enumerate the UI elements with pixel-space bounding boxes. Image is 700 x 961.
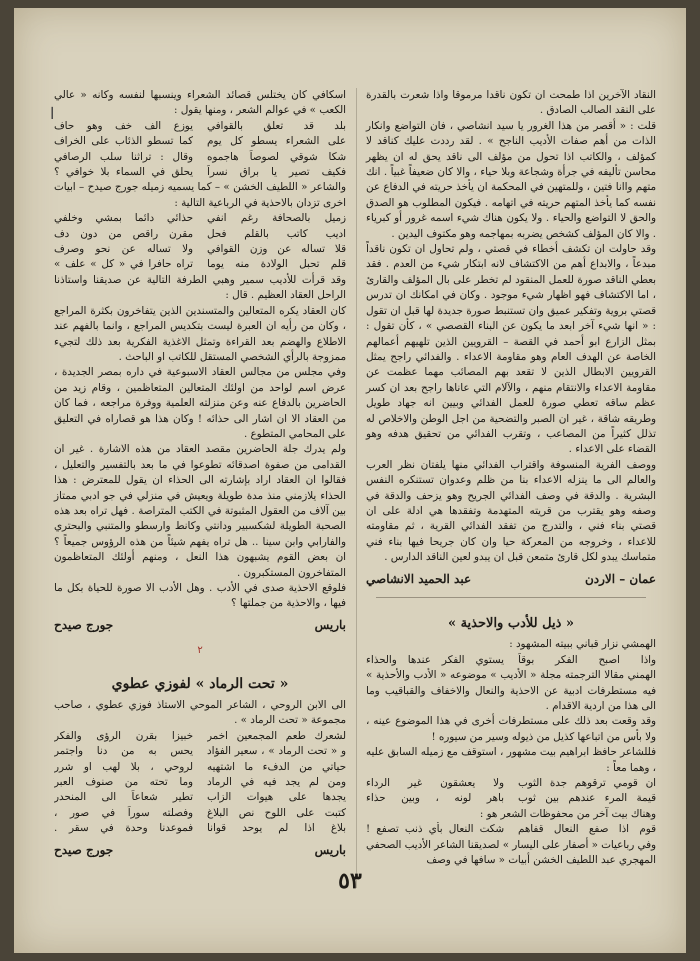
section-divider — [376, 597, 646, 598]
section2-paragraph-2: وقد وقعت بعد ذلك على مستطرفات أخرى في هذا الموضوع عينه ، ولا بأس من اتباعها كذيل من ذيوله وسير من سيوره ! — [366, 715, 656, 743]
verse-line: فكيف تصير يا براق نسراً — [207, 166, 346, 179]
left-paragraph-7: فلوقع الاحذية صدى في الأدب . وهل الأدب الا صورة للحياة بكل ما فيها ، والاحذية من جملتها ؟ — [54, 582, 346, 610]
verse-line: يجدها على هيوات الزاب — [207, 791, 346, 804]
signature-name: جورج صيدح — [54, 842, 114, 857]
section2-paragraph-1: الهمني مقالا الترجمته مجلة « الأديب » موضوعه « الأدب والأحذية » فيه مستطرفات ادبية عن الاحذية والنعال والاخفاف والقباقيب وما الى هذا من اردية الاقدام . — [366, 669, 656, 713]
verse-line: تطير شعاعاً الى المنحدر — [54, 791, 193, 804]
signature-anshasi — [366, 572, 656, 587]
section2-intro: الهمشي نزار قباني ببيته المشهود : — [509, 638, 656, 651]
verse-line: يحس به من دنا واجتمر — [54, 745, 193, 758]
section2-paragraph-4: وهناك بيت آخر من محفوظات الشعر هو : — [479, 807, 656, 820]
verse-line: تراه حافرا في « كل » علف » — [54, 258, 193, 271]
margin-mark: ا — [50, 104, 55, 123]
verse-line: يحلق في السماء بلا خوافي ؟ — [54, 166, 193, 179]
section-title-literature-shoes: « ذيل للأدب والاحذية » — [447, 616, 575, 631]
verse-line: مقرن راقص من دون دف — [54, 227, 193, 240]
verse-line: اديب كاتب بالقلم فحل — [207, 227, 346, 240]
verse-cobbler — [54, 119, 346, 181]
verse-line: حياتي من الدفء ما اشتهيه — [207, 760, 346, 773]
verse-quatrain — [54, 211, 346, 273]
section2-paragraph-5: وفي رباعيات « أصفار على اليسار » لصديقنا الشاعر الأديب الصحفي المهجري عبد اللطيف الخشن أبيات « سافها في وصف — [366, 838, 656, 867]
signature-place: باريس — [314, 617, 346, 632]
verse-line: زميل بالصحافة رغم انفي — [207, 212, 346, 225]
verse-line: خبيزا بقرن الرؤى والفكر — [54, 729, 193, 742]
verse-line: قوم اذا صفع النعال قفاهم — [518, 823, 656, 836]
verse-line: يوزع الف خف وهو حاف — [54, 119, 193, 132]
page-number: ٥٣ — [338, 868, 362, 894]
left-paragraph-3: وقد قرأت للأديب سمير وهبي الطرفة التالية عن صديقنا واستاذنا الراحل العقاد العظيم . قال : — [54, 273, 346, 302]
verse-line: على الشعراء يسطو كل يوم — [207, 135, 346, 148]
column-rule — [356, 88, 357, 888]
verse-line: واذا اصبح الفكر بوقاً — [518, 653, 656, 666]
signature-place: عمان – الاردن — [584, 571, 656, 586]
verse-line: باهر لونه ، وبين حذاء — [366, 792, 504, 805]
signature-name: جورج صيدح — [54, 617, 114, 632]
verse-line: قلا تساله عن وزن القوافي — [207, 243, 346, 256]
left-paragraph-5: وفي مجلس من مجالس العقاد الاسبوعية في داره بمصر الجديدة ، عرض اسم لواحد من اولئك المتعالين المتعاظمين ، وقام زيد من الحاضرين بالدفاع عنه وعن منزلته العلمية ووفرة مراجعه ، فما كان من العقاد الا ان اشار الى حذائه ! وكان هذا هو قصاراه في التعليق على المحامي المتطوع . — [54, 366, 346, 440]
right-paragraph-2: قلت : « أقصر من هذا الغرور يا سيد انشاصي ، فان التواضع وانكار الذات من أهم صفات الأديب الناجح » . لقد رددت عليك كناقد لا كمؤلف ، والكاتب اذا تحول من مؤلف الى ناقد يحق له ان يظهر محاسن تأليفه في جرأة وشجاعة وبلا حياء ، والا كان ضعيفاً غبياً . انك متهم واانا فتين ، وللمتهين في المحكمة ان يأخذ حريته في الدفاع عن نفسه كما يأخذ المتهم حريته في اتهامه . فيكون المطلوب هو الصدق والحق لا التواضع والحياء . ولا يكون هناك شيء اسمه غرور أو كبرياء . والا كان المؤلف كشخص يضربه بمهاجمه وهو مكتوف اليدين . — [366, 119, 656, 240]
section2-paragraph-3: فللشاعر حافظ ابراهيم بيت مشهور ، استوقف مع زميله السابق عليه ، وهما معاً : — [366, 746, 656, 774]
right-column — [366, 88, 656, 869]
verse-line: وقال : تراثنا سلب الرصافي — [54, 150, 193, 163]
section-title-under-ashes: « تحت الرماد » لفوزي عطوي — [111, 675, 289, 692]
verse-line: و « تحت الرماد » ، سعير الفؤاد — [207, 745, 346, 758]
signature-saydah — [54, 843, 346, 858]
signature-place: باريس — [314, 842, 346, 857]
verse-line: ولا يعشقون غير الرداء — [366, 777, 504, 790]
verse-line: كتبت على اللوح نص البلاغ — [207, 806, 346, 819]
left-column — [54, 88, 346, 858]
signature-wadie — [54, 618, 346, 633]
verse-line: قلم تحبل الولادة منه يوما — [207, 258, 346, 271]
section3-intro: الى الابن الروحي ، الشاعر الموحي الاستاذ فوزي عطوي ، صاحب مجموعة « تحت الرماد » . — [54, 699, 346, 727]
verse-line: ولا تساله عن نحو وصرف — [54, 243, 193, 256]
verse-line: شكا شوقي لصوصاً هاجموه — [207, 150, 346, 163]
verse-line: بلاغ اذا لم يوحد قوانا — [207, 822, 346, 835]
left-paragraph-6: ولم يدرك جلة الحاضرين مقصد العقاد من هذه الاشارة . غير ان القدامى من صفوة اصدقائه تطوعوا في ما بعد بالتفسير والتعليل ، فقالوا ان العقاد اراد بإشارته الى الحذاء ان يقول للمعترض : هذا الحذاء يلازمني منذ مدة طويلة ويعيش في منزلي في جو ادبي ممتاز بين آلاف من العقول المثبوتة في الكتب المتراصة . فهل تراه بعد هذه الصحبة الطويلة لشكسبير ودانتي وكانط وارسطو والمتنبي والبحتري والفارابي وابن سينا .. هل تراه يفهم شيئاً من هذه الرؤوس جميعاً ؟ ان بعض القوم يشبهون هذا النعل ، ومنهم أولئك المتعاظمون المتفاخرون المستكبرون . — [54, 443, 346, 579]
verse-hafez — [366, 776, 656, 807]
right-paragraph-4: ووصف الفرية المنسوفة واقتراب الفدائي منها يلفتان نظر العرب والعالم الى ما ينزله الاعداء بنا من ظلم وعدوان تستنكره النفس البشرية . والدقة في وصف الفدائي الجريح وهو يزحف والدقة في وصفه وهو يقترب من قريته المتهدمة وتفقدها هي ادلة على ان قصتي بناء فني ، والتدرج من تفقد الفدائي القرية ، ثم مقاومته للاعداء ، وخروجه من المعركة حيا وان كان جريحا فيها بناء فني متماسك يبدو لكل قارئ متمعن قبل ان يبدو لعين الناقد الدارس . — [366, 458, 656, 564]
small-mark: ٢ — [197, 645, 203, 657]
left-paragraph-1: اسكافي كان يختلس قصائد الشعراء وينسبها لنفسه وكانه « عالي الكعب » في عوالم الشعر ، ومنها يقول : — [54, 89, 346, 117]
verse-line: لشعرك طعم المجمعين اخمر — [207, 729, 346, 742]
signature-name: عبد الحميد الانشاصي — [366, 571, 472, 586]
verse-line: بلد قد تعلق بالقوافي — [207, 119, 346, 132]
verse-line: كما تسطو الذئاب على الخراف — [54, 135, 193, 148]
verse-line: وفصلته سوراً في صور ، — [54, 806, 193, 819]
verse-qabbani — [366, 653, 656, 668]
verse-line: لروحي ، بلا لهب او شرر — [54, 760, 193, 773]
magazine-page — [14, 8, 686, 953]
verse-slap — [366, 822, 656, 837]
right-paragraph-3: وقد حاولت ان تكشف أخطاء في قصتي ، ولم تحاول ان تكون ناقداً مبدعاً ، والابداع أهم من الاكتشاف لانه ابتكار شيء من العدم . فقد بعطي الناقد صورة للعمل المنقود لم تخطر على بال المؤلف والقارئ ، اما الاكتشاف فهو اظهار شيء موجود . وكان في امكانك ان تدرس قصتي بروية وتفكير عميق وان تستنبط صورة جديدة لها قبل ان تقول : « انها شيء آخر ابعد ما يكون عن البناء القصصي » ، كأن تقول : بمثل الزارع ابو أحمد في القصة – القرويين الذين تلهيهم أعمالهم الخاصة عن الهدف العام وهو مقاومة الاعداء . والفدائي راجح يمثل القرويين الابطال الذين لا تقعد بهم المصائب مهما عظمت عن مقاومة الاعداء والانتقام منهم ، والآلام التي عاناها راجح بعد ان كسر عظم ساقه تعطي صورة للعمل الفدائي وبيين انه جهاد طويل وطريقه شاقة ، غير ان الصبر والتضحية من اجل الوطن والاخلاص له تذلل كثيراً من المصاعب ، وتقرب الفدائي من تحقيق هدفه وهو القضاء على الاعداء . — [366, 243, 656, 456]
verse-line: حذائي دائما بمشي وخلفي — [54, 212, 193, 225]
verse-under-ashes — [54, 729, 346, 837]
verse-line: ومن لم يجد فيه في الرماد — [207, 776, 346, 789]
verse-line: شكت النعال بأي ذنب تصفع ! — [366, 823, 504, 836]
verse-line: وما تحته من صنوف العبر — [54, 776, 193, 789]
left-paragraph-2: والشاعر « اللطيف الخشن » – كما يسميه زميله جورج صيدح – ابيات اخرى تزدان بالاحذية في الرباعية التالية : — [54, 181, 346, 209]
verse-line: فموعدنا وحدة في سقر . — [54, 822, 193, 835]
verse-line: ان قومي ترقوهم جدة الثوب — [518, 777, 656, 790]
verse-line: يستوي الفكر عندها والحذاء — [366, 653, 504, 666]
verse-line: قيمة المرء عندهم بين ثوب — [518, 792, 656, 805]
left-paragraph-4: كان العقاد يكره المتعالين والمتسندين الذين يتفاخرون بكثرة المراجع ، وكان من رأيه ان العبرة ليست بتكديس المراجع ، وانما بالفهم عند الاطلاع والهضم بعد القراءة وتمثل الاغذية الفكرية بعد ذلك لتجيء ممزوجة بالرأي الشخصي المستقل للكاتب او الباحث . — [54, 304, 346, 363]
right-paragraph-1: النقاد الآخرين اذا طمحت ان تكون ناقدا مرموقا واذا شعرت بالقدرة على النقد الصالب الصادق . — [366, 89, 656, 117]
